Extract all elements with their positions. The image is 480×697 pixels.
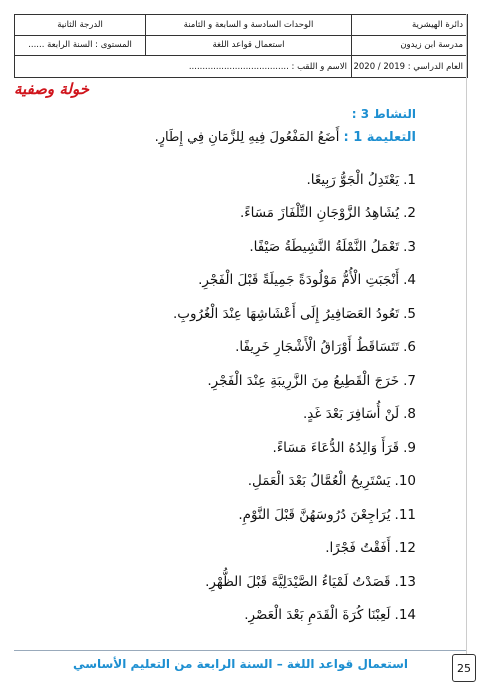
- item-number: 6.: [403, 339, 416, 356]
- item-text: تَتَسَاقَطُ أَوْرَاقُ الْأَشْجَارِ خَرِيفًا.: [235, 339, 400, 356]
- item-number: 9.: [403, 439, 416, 456]
- list-item: [173, 264, 416, 298]
- item-number: 14.: [394, 607, 416, 624]
- list-item: [173, 431, 416, 465]
- list-item: [173, 532, 416, 566]
- item-text: تَعُودُ العَصَافِيرُ إِلَى أَعْشَاشِهَا عِنْدَ الْغُرُوبِ.: [172, 305, 400, 322]
- header-name-field: الاسم و اللقب : .....................................: [188, 61, 347, 72]
- item-text: لَنْ أُسَافِرَ بَعْدَ غَدٍ.: [302, 406, 400, 423]
- page-number: 25: [452, 654, 476, 682]
- list-item: [173, 498, 416, 532]
- item-text: قَصَدْتُ لَمْيَاءُ الصَّيْدَلِيَّةَ قَبْلَ الظُّهْرِ.: [205, 573, 391, 590]
- footer-divider: [14, 650, 466, 651]
- activity-title: النشاط 3 :: [351, 107, 416, 121]
- list-item: [173, 297, 416, 331]
- item-text: يَعْتَدِلُ الْجَوُّ رَبِيعًا.: [306, 171, 400, 188]
- header-level: المستوى : السنة الرابعة ......: [15, 36, 145, 57]
- item-number: 10.: [394, 473, 416, 490]
- list-item: [173, 163, 416, 197]
- item-text: تَعْمَلُ النَّمْلَةُ النَّشِيطَةُ صَيْفًا.: [249, 238, 400, 255]
- header-units: الوحدات السادسة و السابعة و الثامنة: [145, 15, 351, 36]
- exercise-list: [173, 163, 416, 632]
- header-subject: استعمال قواعد اللغة: [145, 36, 351, 57]
- list-item: [173, 565, 416, 599]
- item-text: يُشَاهِدُ الزَّوْجَانِ التِّلْفَازَ مَسَاءً.: [240, 205, 400, 222]
- header-district: دائرة الهيشرية: [351, 15, 467, 36]
- list-item: [173, 331, 416, 365]
- item-number: 1.: [403, 171, 416, 188]
- instruction-text: أَضَعُ المَفْعُولَ فِيهِ لِلزَّمَانِ فِي إِطَارٍ.: [154, 130, 340, 145]
- header-school: مدرسة ابن زيدون: [351, 36, 467, 57]
- instruction-label: التعليمة 1 :: [343, 130, 416, 145]
- list-item: [173, 364, 416, 398]
- footer-text: استعمال قواعد اللغة – السنة الرابعة من التعليم الأساسي: [73, 657, 408, 671]
- item-number: 12.: [394, 540, 416, 557]
- list-item: [173, 398, 416, 432]
- item-number: 2.: [403, 205, 416, 222]
- header-table: [14, 14, 468, 78]
- item-text: يُرَاجِعْنَ دُرُوسَهُنَّ قَبْلَ النَّوْمِ.: [238, 506, 391, 523]
- item-number: 8.: [403, 406, 416, 423]
- item-number: 13.: [394, 573, 416, 590]
- item-text: لَعِبْنَا كُرَةَ الْقَدَمِ بَعْدَ الْعَصْرِ.: [244, 607, 391, 624]
- item-text: يَسْتَرِيحُ الْعُمَّالُ بَعْدَ الْعَمَلِ.: [247, 473, 391, 490]
- item-text: أَفَقْتُ فَجْرًا.: [325, 540, 391, 557]
- list-item: [173, 465, 416, 499]
- item-text: أَنْجَبَتِ الْأُمُّ مَوْلُودَةً جَمِيلَةً قَبْلَ الْفَجْرِ.: [198, 272, 400, 289]
- handwritten-signature: خولة وصفية: [14, 80, 89, 98]
- margin-line: [466, 14, 467, 654]
- item-number: 7.: [403, 372, 416, 389]
- list-item: [173, 197, 416, 231]
- item-text: قَرَأَ وَالِدُهُ الدُّعَاءَ مَسَاءً.: [272, 439, 400, 456]
- header-year: العام الدراسي : 2019 / 2020: [351, 56, 467, 77]
- list-item: [173, 230, 416, 264]
- item-number: 11.: [394, 506, 416, 523]
- instruction: [155, 130, 416, 145]
- list-item: [173, 599, 416, 633]
- item-number: 5.: [403, 305, 416, 322]
- item-text: خَرَجَ الْقَطِيعُ مِنَ الزَّرِيبَةِ عِنْدَ الْفَجْرِ.: [207, 372, 400, 389]
- item-number: 4.: [403, 272, 416, 289]
- item-number: 3.: [403, 238, 416, 255]
- header-degree: الدرجة الثانية: [15, 15, 145, 36]
